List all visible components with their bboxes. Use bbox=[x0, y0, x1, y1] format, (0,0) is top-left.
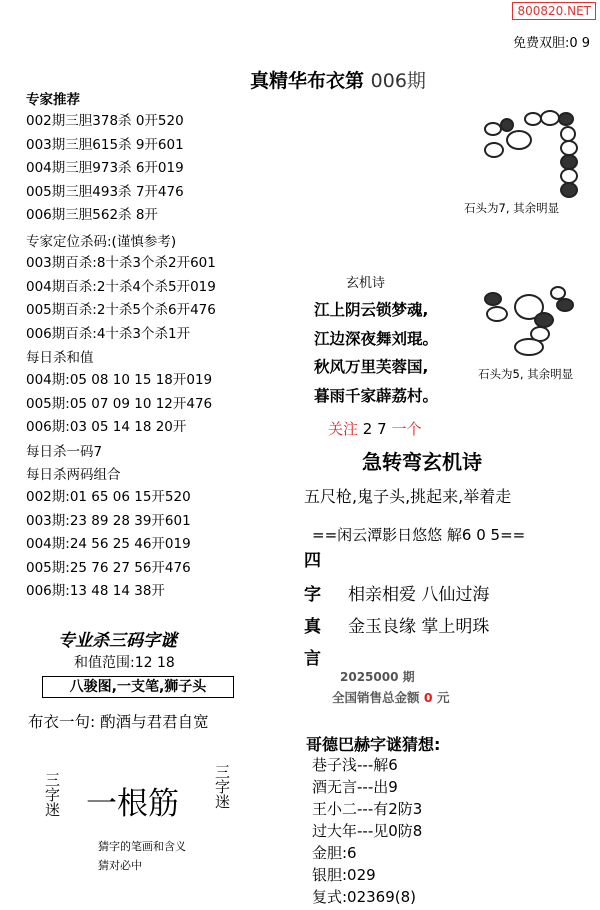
follow-number: 2 7 bbox=[362, 420, 387, 438]
hint-line-1: 猜字的笔画和含义 bbox=[98, 840, 186, 853]
list-item: 002期三胆378杀 0开520 bbox=[26, 113, 184, 129]
list-item: 复式:02369(8) bbox=[312, 888, 417, 906]
free-double: 免费双胆:0 9 bbox=[512, 36, 590, 51]
sales-text: 全国销售总金额 bbox=[332, 690, 420, 705]
list-item: 银胆:029 bbox=[312, 866, 376, 884]
stones-picture-2 bbox=[478, 282, 578, 358]
list-item: 002期:01 65 06 15开520 bbox=[26, 489, 191, 505]
three-char-right: 三字迷 bbox=[213, 764, 231, 809]
sales-unit: 元 bbox=[436, 690, 450, 705]
kill-two-list bbox=[26, 486, 191, 604]
list-item: 王小二---有2防3 bbox=[312, 800, 423, 818]
list-item: 005期三胆493杀 7开476 bbox=[26, 183, 184, 200]
poem-title: 玄机诗 bbox=[346, 276, 386, 291]
stone-caption-1: 石头为7, 其余明显 bbox=[464, 201, 560, 215]
list-item: 003期三胆615杀 9开601 bbox=[26, 136, 184, 153]
list-item: 005期:25 76 27 56开476 bbox=[26, 559, 191, 576]
expert-title: 专家推荐 bbox=[26, 92, 80, 108]
poem-line: 江边深夜舞刘琨。 bbox=[314, 329, 439, 348]
sum-title: 每日杀和值 bbox=[26, 350, 94, 366]
zhen-line: 金玉良缘 掌上明珠 bbox=[348, 617, 490, 637]
list-item: 酒无言---出9 bbox=[312, 778, 398, 796]
list-item: 金胆:6 bbox=[312, 844, 357, 862]
list-item: 006期:03 05 14 18 20开 bbox=[26, 419, 187, 435]
title-issue: 006期 bbox=[370, 70, 426, 92]
riddle-title: 专业杀三码字谜 bbox=[58, 631, 177, 651]
buyi-line: 布衣一句: 酌酒与君君自宽 bbox=[28, 713, 209, 731]
stones-picture-1 bbox=[478, 108, 588, 200]
turn-title: 急转弯玄机诗 bbox=[362, 450, 482, 474]
poem bbox=[314, 296, 438, 410]
position-list bbox=[26, 252, 216, 346]
list-item: 006期:13 48 14 38开 bbox=[26, 583, 165, 599]
list-item: 004期:05 08 10 15 18开019 bbox=[26, 372, 213, 388]
list-item: 006期三胆562杀 8开 bbox=[26, 207, 158, 223]
goethe-list bbox=[312, 754, 422, 908]
expert-list bbox=[26, 110, 184, 228]
page-title bbox=[250, 66, 426, 93]
poem-line: 江上阴云锁梦魂, bbox=[314, 301, 429, 319]
poem-line: 暮雨千家薜荔村。 bbox=[314, 386, 439, 405]
hint-line-2: 猜对必中 bbox=[98, 859, 142, 872]
sum-list bbox=[26, 369, 212, 440]
list-item: 005期百杀:2十杀5个杀6开476 bbox=[26, 302, 216, 318]
goethe-title: 哥德巴赫字谜猜想: bbox=[306, 735, 441, 754]
sum-range: 和值范围:12 18 bbox=[74, 655, 175, 671]
list-item: 过大年---见0防8 bbox=[312, 822, 423, 840]
si-char: 四 bbox=[304, 551, 321, 571]
list-item: 003期:23 89 28 39开601 bbox=[26, 512, 191, 529]
sales-value: 0 bbox=[423, 690, 433, 705]
position-title: 专家定位杀码:(谨慎参考) bbox=[26, 234, 177, 250]
title-prefix: 真精华布衣第 bbox=[250, 70, 365, 92]
list-item: 004期三胆973杀 6开019 bbox=[26, 160, 184, 176]
list-item: 003期百杀:8十杀3个杀2开601 bbox=[26, 255, 216, 271]
zhen-char: 真 bbox=[304, 617, 321, 637]
yan-char: 言 bbox=[304, 649, 321, 669]
riddle-box: 八骏图,一支笔,狮子头 bbox=[42, 676, 234, 698]
poem-line: 秋风万里芙蓉国, bbox=[314, 358, 429, 376]
xianyun-line: ==闲云潭影日悠悠 解6 0 5== bbox=[312, 526, 526, 544]
zi-char: 字 bbox=[304, 585, 321, 605]
follow-line bbox=[328, 418, 421, 439]
kill-two-title: 每日杀两码组合 bbox=[26, 467, 121, 483]
watermark-badge: 800820.NET bbox=[512, 2, 596, 20]
list-item: 005期:05 07 09 10 12开476 bbox=[26, 395, 213, 412]
big-word: 一根筋 bbox=[86, 786, 179, 822]
sales-issue: 2025000 期 bbox=[340, 670, 415, 684]
list-item: 004期百杀:2十杀4个杀5开019 bbox=[26, 278, 216, 295]
turn-line: 五尺枪,鬼子头,挑起来,举着走 bbox=[304, 487, 512, 506]
stone-caption-2: 石头为5, 其余明显 bbox=[478, 367, 574, 381]
list-item: 006期百杀:4十杀3个杀1开 bbox=[26, 325, 191, 342]
follow-suffix: 一个 bbox=[391, 420, 422, 438]
follow-label: 关注 bbox=[328, 420, 359, 438]
sales-line bbox=[332, 688, 449, 706]
kill-one: 每日杀一码7 bbox=[26, 444, 103, 460]
three-char-left: 三字迷 bbox=[43, 772, 61, 817]
list-item: 巷子浅---解6 bbox=[312, 756, 398, 774]
zi-line: 相亲相爱 八仙过海 bbox=[348, 585, 490, 605]
list-item: 004期:24 56 25 46开019 bbox=[26, 536, 191, 552]
